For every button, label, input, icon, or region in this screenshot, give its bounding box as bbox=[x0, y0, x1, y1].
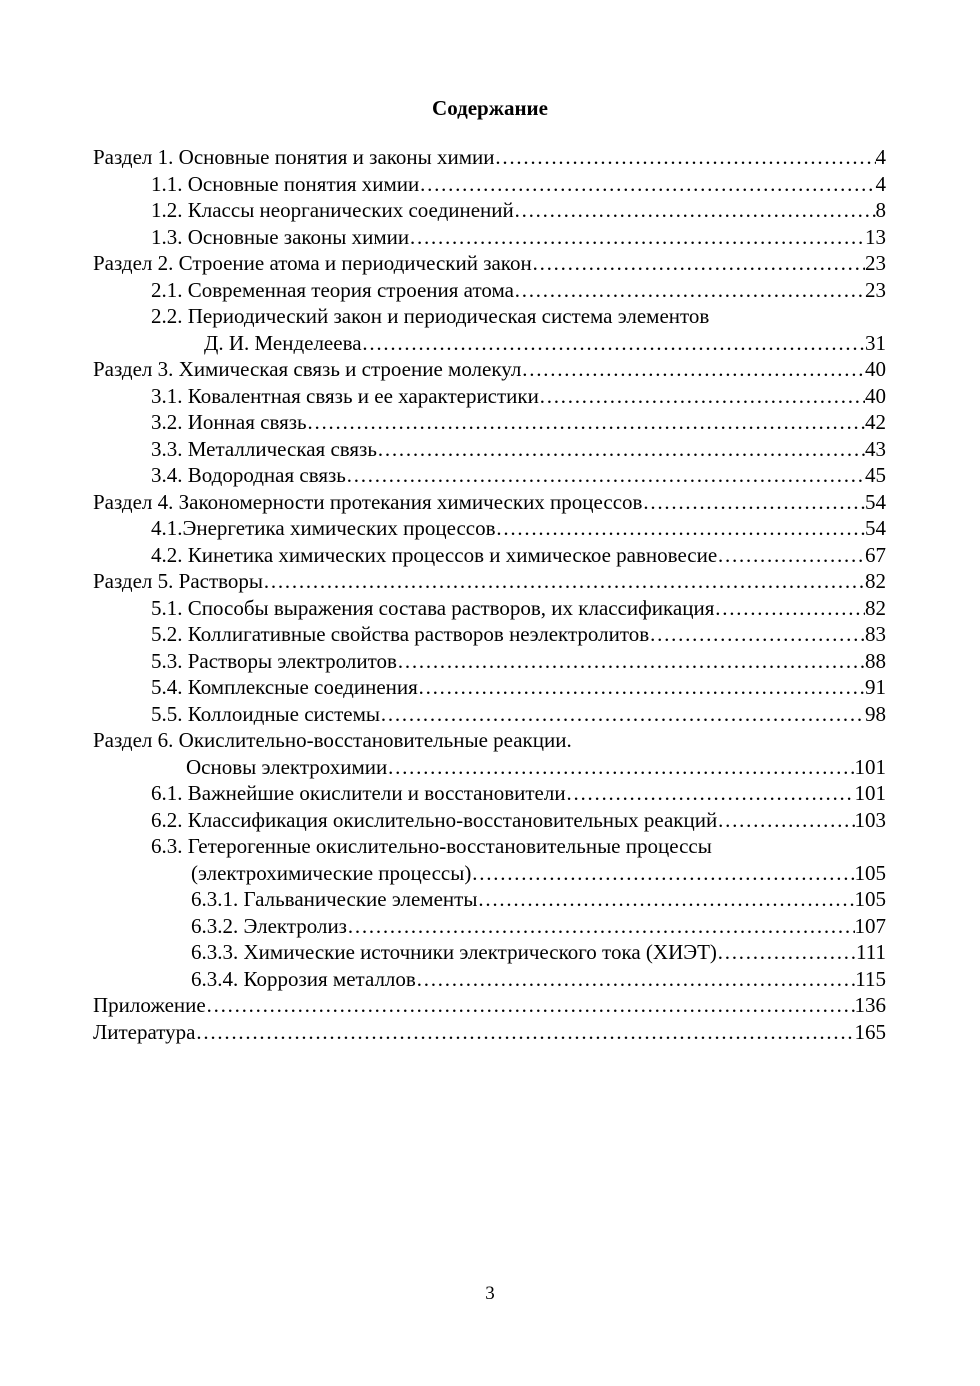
toc-entry bbox=[93, 568, 886, 595]
toc-entry bbox=[93, 754, 886, 781]
toc-entry-title: 2.1. Современная теория строения атома bbox=[151, 277, 514, 302]
toc-entry-page: 91 bbox=[865, 675, 886, 699]
toc-entry bbox=[93, 1019, 886, 1046]
toc-entry-page: 13 bbox=[865, 224, 886, 249]
toc-entry-title: Раздел 1. Основные понятия и законы химии bbox=[93, 145, 495, 169]
toc-leader-dots bbox=[717, 807, 854, 834]
toc-entry-page: 101 bbox=[854, 754, 886, 779]
toc-entry bbox=[93, 833, 886, 860]
toc-entry bbox=[93, 860, 886, 887]
toc-entry bbox=[93, 515, 886, 542]
toc-entry-title: 2.2. Периодический закон и периодическая система элементов bbox=[151, 304, 710, 328]
toc-entry-page: 42 bbox=[865, 410, 886, 434]
toc-entry-page: 98 bbox=[865, 701, 886, 726]
toc-leader-dots bbox=[514, 277, 865, 304]
toc-entry-page: 136 bbox=[854, 993, 886, 1017]
toc-entry bbox=[93, 277, 886, 304]
toc-leader-dots bbox=[477, 886, 854, 913]
toc-entry bbox=[93, 303, 886, 330]
toc-entry-page: 54 bbox=[865, 516, 886, 540]
toc-entry-title: 5.5. Коллоидные системы bbox=[151, 701, 381, 726]
toc-entry-page: 45 bbox=[865, 463, 886, 487]
toc-entry-title: Раздел 6. Окислительно-восстановительные реакции. bbox=[93, 728, 572, 752]
toc-entry-page: 67 bbox=[865, 542, 886, 567]
toc-entry-page: 23 bbox=[865, 277, 886, 302]
toc-entry-title: 6.3.1. Гальванические элементы bbox=[191, 887, 478, 911]
toc-entry bbox=[93, 171, 886, 198]
toc-entry-page: 107 bbox=[854, 913, 886, 938]
toc-entry-page: 82 bbox=[865, 569, 886, 593]
toc-leader-dots bbox=[377, 436, 865, 463]
toc-entry-title: (электрохимические процессы) bbox=[191, 860, 472, 885]
toc-entry-title: 6.3. Гетерогенные окислительно-восстановительные процессы bbox=[151, 834, 712, 858]
toc-entry-title: Раздел 5. Растворы bbox=[93, 569, 264, 593]
toc-leader-dots bbox=[416, 966, 855, 993]
toc-entry-page: 4 bbox=[875, 145, 886, 169]
toc-entry-page: 165 bbox=[854, 1019, 886, 1044]
toc-entry bbox=[93, 621, 886, 648]
toc-entry bbox=[93, 197, 886, 224]
toc-leader-dots bbox=[714, 595, 865, 622]
toc-entry-page: 23 bbox=[865, 251, 886, 275]
toc-leader-dots bbox=[387, 754, 854, 781]
toc-leader-dots bbox=[566, 780, 855, 807]
toc-entry-title: 5.3. Растворы электролитов bbox=[151, 648, 397, 673]
toc-entry-page: 31 bbox=[865, 330, 886, 355]
toc-leader-dots bbox=[362, 330, 865, 357]
toc-leader-dots bbox=[419, 171, 875, 198]
page-number: 3 bbox=[485, 1283, 495, 1304]
toc-entry-title: 6.2. Классификация окислительно-восстановительных реакций bbox=[151, 807, 718, 832]
toc-entry bbox=[93, 886, 886, 913]
toc-entry bbox=[93, 409, 886, 436]
toc-leader-dots bbox=[496, 515, 865, 542]
toc-entry-title: 3.3. Металлическая связь bbox=[151, 436, 377, 461]
toc-entry bbox=[93, 674, 886, 701]
toc-leader-dots bbox=[347, 913, 855, 940]
toc-entry-title: 3.2. Ионная связь bbox=[151, 410, 307, 434]
toc-entry bbox=[93, 224, 886, 251]
toc-entry-page: 40 bbox=[865, 383, 886, 408]
toc-entry-title: Литература bbox=[93, 1019, 196, 1044]
toc-leader-dots bbox=[539, 383, 865, 410]
toc-leader-dots bbox=[717, 939, 856, 966]
toc-leader-dots bbox=[521, 356, 865, 383]
toc-entry bbox=[93, 542, 886, 569]
toc-entry bbox=[93, 780, 886, 807]
toc-entry-title: Д. И. Менделеева bbox=[204, 330, 362, 355]
toc-entry bbox=[93, 701, 886, 728]
toc-leader-dots bbox=[380, 701, 865, 728]
toc-entry-page: 101 bbox=[854, 781, 886, 805]
toc-entry-title: 5.2. Коллигативные свойства растворов неэлектролитов bbox=[151, 622, 650, 646]
toc-entry bbox=[93, 383, 886, 410]
toc-entry bbox=[93, 356, 886, 383]
toc-entry-title: 3.1. Ковалентная связь и ее характеристики bbox=[151, 383, 539, 408]
toc-leader-dots bbox=[418, 674, 865, 701]
toc-leader-dots bbox=[195, 1019, 854, 1046]
toc-entry-page: 111 bbox=[856, 940, 886, 964]
toc-entry bbox=[93, 939, 886, 966]
toc-entry bbox=[93, 250, 886, 277]
toc-entry-title: 1.2. Классы неорганических соединений bbox=[151, 198, 514, 222]
toc-entry bbox=[93, 727, 886, 754]
toc-entry-title: Раздел 4. Закономерности протекания химических процессов bbox=[93, 489, 643, 514]
toc-entry bbox=[93, 144, 886, 171]
toc-entry bbox=[93, 648, 886, 675]
toc-entry-title: 6.3.4. Коррозия металлов bbox=[191, 966, 416, 991]
table-of-contents bbox=[93, 144, 886, 1045]
toc-leader-dots bbox=[649, 621, 865, 648]
toc-entry-title: 4.1.Энергетика химических процессов bbox=[151, 516, 496, 540]
toc-entry-title: Приложение bbox=[93, 993, 206, 1017]
toc-entry-title: 6.3.2. Электролиз bbox=[191, 913, 347, 938]
toc-leader-dots bbox=[409, 224, 865, 251]
toc-entry-page: 105 bbox=[854, 887, 886, 911]
toc-entry-page: 4 bbox=[875, 171, 886, 196]
toc-entry-title: 5.1. Способы выражения состава растворов, их классификация bbox=[151, 595, 715, 620]
toc-entry bbox=[93, 966, 886, 993]
toc-leader-dots bbox=[397, 648, 865, 675]
toc-leader-dots bbox=[532, 250, 865, 277]
page-title: Содержание bbox=[432, 96, 548, 120]
toc-entry bbox=[93, 807, 886, 834]
toc-leader-dots bbox=[346, 462, 865, 489]
toc-entry bbox=[93, 595, 886, 622]
toc-entry-title: Основы электрохимии bbox=[186, 754, 388, 779]
toc-entry bbox=[93, 489, 886, 516]
toc-entry-page: 88 bbox=[865, 648, 886, 673]
toc-entry-title: 4.2. Кинетика химических процессов и химическое равновесие bbox=[151, 542, 718, 567]
toc-entry-title: Раздел 2. Строение атома и периодический закон bbox=[93, 251, 532, 275]
toc-entry-page: 115 bbox=[855, 966, 886, 991]
toc-entry-title: 1.1. Основные понятия химии bbox=[151, 171, 420, 196]
toc-leader-dots bbox=[495, 144, 876, 171]
toc-entry bbox=[93, 436, 886, 463]
toc-entry-title: 3.4. Водородная связь bbox=[151, 463, 346, 487]
toc-entry-page: 83 bbox=[865, 622, 886, 646]
toc-entry-page: 105 bbox=[854, 860, 886, 885]
toc-entry-title: 6.1. Важнейшие окислители и восстановители bbox=[151, 781, 566, 805]
toc-entry bbox=[93, 913, 886, 940]
toc-entry-page: 54 bbox=[865, 489, 886, 514]
toc-entry-page: 40 bbox=[865, 357, 886, 381]
toc-leader-dots bbox=[206, 992, 855, 1019]
toc-entry-title: 6.3.3. Химические источники электрического тока (ХИЭТ) bbox=[191, 940, 717, 964]
toc-entry-page: 43 bbox=[865, 436, 886, 461]
toc-leader-dots bbox=[642, 489, 865, 516]
toc-entry-page: 103 bbox=[854, 807, 886, 832]
toc-entry-page: 8 bbox=[875, 198, 886, 222]
toc-leader-dots bbox=[307, 409, 865, 436]
toc-entry-title: 1.3. Основные законы химии bbox=[151, 224, 410, 249]
toc-entry bbox=[93, 992, 886, 1019]
toc-leader-dots bbox=[717, 542, 865, 569]
toc-leader-dots bbox=[514, 197, 876, 224]
toc-leader-dots bbox=[263, 568, 865, 595]
toc-entry-title: Раздел 3. Химическая связь и строение молекул bbox=[93, 357, 522, 381]
toc-entry-page: 82 bbox=[865, 595, 886, 620]
toc-entry bbox=[93, 330, 886, 357]
toc-leader-dots bbox=[471, 860, 854, 887]
toc-entry-title: 5.4. Комплексные соединения bbox=[151, 675, 418, 699]
toc-entry bbox=[93, 462, 886, 489]
